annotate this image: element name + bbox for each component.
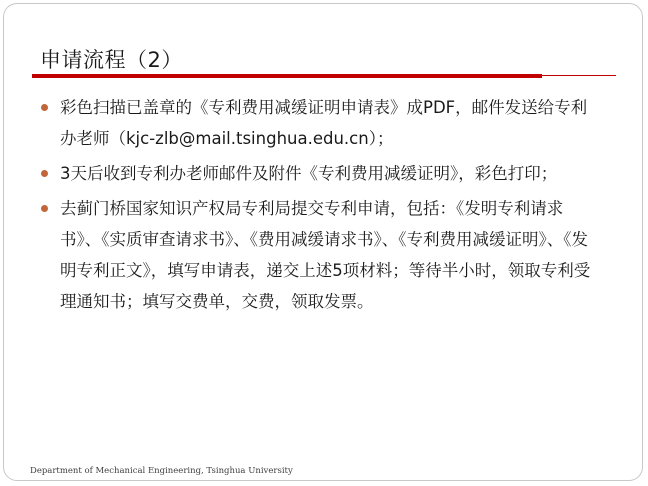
- footer-text: Department of Mechanical Engineering, Tsinghua University: [30, 466, 293, 476]
- bullet-item-1: [38, 92, 598, 154]
- bullet-text: 彩色扫描已盖章的《专利费用减缓证明申请表》成PDF，邮件发送给专利办老师（kjc-zlb@mail.tsinghua.edu.cn）；: [60, 98, 588, 148]
- bullet-item-3: [38, 193, 598, 317]
- title-underline-tail: [542, 75, 616, 76]
- title-underline: [32, 74, 542, 78]
- bullet-text: 去蓟门桥国家知识产权局专利局提交专利申请，包括：《发明专利请求书》、《实质审查请求书》、《费用减缓请求书》、《专利费用减缓证明》、《发明专利正文》，填写申请表，递交上述5项材料；等待半小时，领取专利受理通知书；填写交费单，交费，领取发票。: [60, 199, 591, 311]
- bullet-text: 3天后收到专利办老师邮件及附件《专利费用减缓证明》，彩色打印；: [60, 164, 558, 183]
- bullet-dot-icon: [41, 104, 48, 111]
- slide-title: 申请流程（2）: [40, 48, 183, 72]
- bullet-list: [38, 92, 598, 321]
- bullet-dot-icon: [41, 205, 48, 212]
- bullet-dot-icon: [41, 170, 48, 177]
- bullet-item-2: [38, 158, 598, 189]
- slide: [3, 3, 643, 481]
